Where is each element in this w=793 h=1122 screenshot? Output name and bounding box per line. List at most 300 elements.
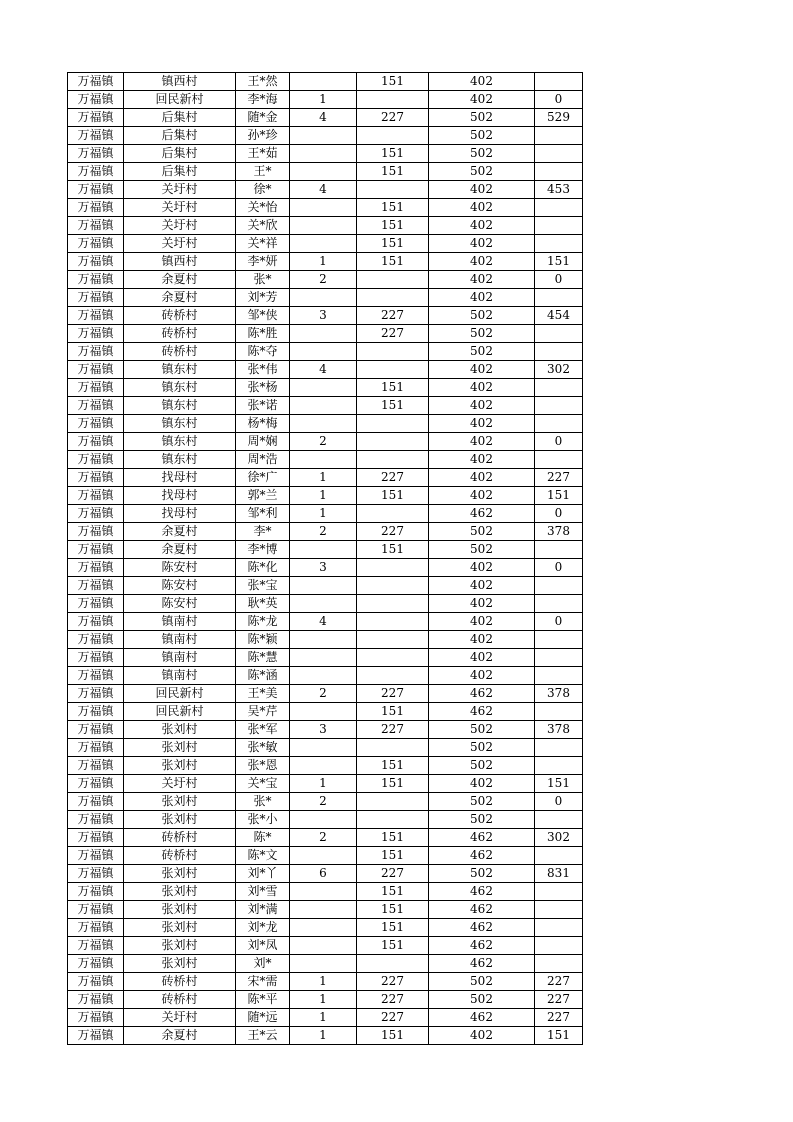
village-cell: 陈安村 [124, 595, 236, 613]
amount-b-cell: 502 [429, 739, 535, 757]
total-cell [535, 145, 583, 163]
count-cell [290, 739, 357, 757]
count-cell [290, 289, 357, 307]
amount-a-cell [357, 955, 429, 973]
count-cell: 1 [290, 1027, 357, 1045]
village-cell: 砖桥村 [124, 325, 236, 343]
name-cell: 陈*胜 [236, 325, 290, 343]
amount-a-cell: 151 [357, 253, 429, 271]
town-cell: 万福镇 [68, 703, 124, 721]
amount-a-cell: 151 [357, 379, 429, 397]
town-cell: 万福镇 [68, 415, 124, 433]
total-cell [535, 235, 583, 253]
name-cell: 刘*龙 [236, 919, 290, 937]
name-cell: 张*军 [236, 721, 290, 739]
count-cell: 3 [290, 559, 357, 577]
table-row [68, 343, 583, 361]
amount-b-cell: 502 [429, 865, 535, 883]
town-cell: 万福镇 [68, 235, 124, 253]
amount-a-cell [357, 667, 429, 685]
village-cell: 关圩村 [124, 1009, 236, 1027]
amount-a-cell: 151 [357, 397, 429, 415]
table-row [68, 487, 583, 505]
amount-a-cell [357, 181, 429, 199]
table-row [68, 271, 583, 289]
total-cell [535, 631, 583, 649]
village-cell: 余夏村 [124, 541, 236, 559]
count-cell: 1 [290, 991, 357, 1009]
total-cell [535, 541, 583, 559]
total-cell [535, 739, 583, 757]
town-cell: 万福镇 [68, 919, 124, 937]
table-row [68, 631, 583, 649]
count-cell [290, 631, 357, 649]
town-cell: 万福镇 [68, 253, 124, 271]
amount-b-cell: 462 [429, 685, 535, 703]
name-cell: 徐* [236, 181, 290, 199]
total-cell: 0 [535, 613, 583, 631]
count-cell [290, 757, 357, 775]
amount-a-cell [357, 505, 429, 523]
amount-b-cell: 502 [429, 127, 535, 145]
table-row [68, 379, 583, 397]
count-cell: 2 [290, 685, 357, 703]
count-cell [290, 127, 357, 145]
village-cell: 镇南村 [124, 613, 236, 631]
amount-a-cell [357, 415, 429, 433]
name-cell: 王*美 [236, 685, 290, 703]
total-cell [535, 811, 583, 829]
total-cell [535, 667, 583, 685]
amount-a-cell: 227 [357, 973, 429, 991]
count-cell [290, 703, 357, 721]
amount-b-cell: 402 [429, 217, 535, 235]
village-cell: 找母村 [124, 487, 236, 505]
total-cell [535, 703, 583, 721]
village-cell: 回民新村 [124, 685, 236, 703]
name-cell: 陈*化 [236, 559, 290, 577]
total-cell: 378 [535, 721, 583, 739]
village-cell: 张刘村 [124, 811, 236, 829]
count-cell: 1 [290, 253, 357, 271]
amount-a-cell [357, 343, 429, 361]
name-cell: 张* [236, 271, 290, 289]
amount-b-cell: 402 [429, 271, 535, 289]
table-row [68, 397, 583, 415]
amount-b-cell: 402 [429, 613, 535, 631]
total-cell: 227 [535, 469, 583, 487]
amount-a-cell: 227 [357, 865, 429, 883]
total-cell [535, 649, 583, 667]
count-cell [290, 325, 357, 343]
village-cell: 镇西村 [124, 253, 236, 271]
table-row [68, 415, 583, 433]
town-cell: 万福镇 [68, 847, 124, 865]
village-cell: 砖桥村 [124, 847, 236, 865]
village-cell: 余夏村 [124, 289, 236, 307]
count-cell [290, 955, 357, 973]
town-cell: 万福镇 [68, 505, 124, 523]
village-cell: 关圩村 [124, 235, 236, 253]
table-row [68, 253, 583, 271]
total-cell: 831 [535, 865, 583, 883]
village-cell: 后集村 [124, 127, 236, 145]
count-cell: 6 [290, 865, 357, 883]
count-cell [290, 541, 357, 559]
name-cell: 关*宝 [236, 775, 290, 793]
amount-b-cell: 402 [429, 289, 535, 307]
village-cell: 镇东村 [124, 415, 236, 433]
town-cell: 万福镇 [68, 973, 124, 991]
town-cell: 万福镇 [68, 739, 124, 757]
name-cell: 邹*利 [236, 505, 290, 523]
amount-a-cell [357, 361, 429, 379]
amount-b-cell: 502 [429, 811, 535, 829]
village-cell: 张刘村 [124, 955, 236, 973]
amount-a-cell [357, 433, 429, 451]
name-cell: 陈*颖 [236, 631, 290, 649]
name-cell: 刘*雪 [236, 883, 290, 901]
name-cell: 吴*芹 [236, 703, 290, 721]
total-cell: 227 [535, 973, 583, 991]
amount-a-cell: 227 [357, 109, 429, 127]
table-row [68, 649, 583, 667]
table-row [68, 541, 583, 559]
table-row [68, 595, 583, 613]
count-cell [290, 397, 357, 415]
town-cell: 万福镇 [68, 127, 124, 145]
count-cell: 2 [290, 829, 357, 847]
name-cell: 张* [236, 793, 290, 811]
total-cell [535, 451, 583, 469]
town-cell: 万福镇 [68, 883, 124, 901]
town-cell: 万福镇 [68, 865, 124, 883]
total-cell [535, 343, 583, 361]
name-cell: 宋*需 [236, 973, 290, 991]
table-row [68, 757, 583, 775]
amount-a-cell: 151 [357, 217, 429, 235]
town-cell: 万福镇 [68, 145, 124, 163]
total-cell: 378 [535, 685, 583, 703]
total-cell [535, 883, 583, 901]
amount-b-cell: 402 [429, 91, 535, 109]
amount-a-cell [357, 577, 429, 595]
village-cell: 陈安村 [124, 559, 236, 577]
amount-a-cell [357, 649, 429, 667]
total-cell [535, 757, 583, 775]
total-cell: 378 [535, 523, 583, 541]
count-cell: 4 [290, 181, 357, 199]
table-row [68, 901, 583, 919]
town-cell: 万福镇 [68, 109, 124, 127]
village-cell: 关圩村 [124, 217, 236, 235]
name-cell: 孙*珍 [236, 127, 290, 145]
total-cell: 0 [535, 505, 583, 523]
village-cell: 找母村 [124, 505, 236, 523]
amount-a-cell: 151 [357, 235, 429, 253]
amount-a-cell [357, 289, 429, 307]
village-cell: 镇东村 [124, 451, 236, 469]
table-row [68, 613, 583, 631]
total-cell [535, 415, 583, 433]
village-cell: 陈安村 [124, 577, 236, 595]
amount-b-cell: 462 [429, 505, 535, 523]
amount-b-cell: 402 [429, 1027, 535, 1045]
amount-b-cell: 402 [429, 181, 535, 199]
count-cell: 2 [290, 271, 357, 289]
table-row [68, 307, 583, 325]
name-cell: 张*敏 [236, 739, 290, 757]
count-cell: 1 [290, 487, 357, 505]
table-row [68, 505, 583, 523]
town-cell: 万福镇 [68, 487, 124, 505]
town-cell: 万福镇 [68, 397, 124, 415]
village-cell: 关圩村 [124, 181, 236, 199]
amount-a-cell: 227 [357, 325, 429, 343]
amount-b-cell: 402 [429, 775, 535, 793]
village-cell: 镇东村 [124, 361, 236, 379]
table-row [68, 883, 583, 901]
town-cell: 万福镇 [68, 901, 124, 919]
town-cell: 万福镇 [68, 307, 124, 325]
town-cell: 万福镇 [68, 289, 124, 307]
town-cell: 万福镇 [68, 271, 124, 289]
total-cell [535, 325, 583, 343]
count-cell: 1 [290, 775, 357, 793]
amount-b-cell: 502 [429, 721, 535, 739]
amount-b-cell: 402 [429, 379, 535, 397]
total-cell: 0 [535, 559, 583, 577]
village-cell: 砖桥村 [124, 307, 236, 325]
table-row [68, 829, 583, 847]
table-row [68, 919, 583, 937]
total-cell [535, 379, 583, 397]
table-row [68, 433, 583, 451]
amount-a-cell: 151 [357, 919, 429, 937]
data-table [67, 72, 583, 1045]
amount-a-cell: 151 [357, 937, 429, 955]
village-cell: 镇西村 [124, 73, 236, 91]
table-row [68, 721, 583, 739]
total-cell [535, 73, 583, 91]
table-row [68, 955, 583, 973]
count-cell [290, 451, 357, 469]
amount-b-cell: 502 [429, 757, 535, 775]
total-cell: 151 [535, 253, 583, 271]
town-cell: 万福镇 [68, 577, 124, 595]
town-cell: 万福镇 [68, 325, 124, 343]
table-row [68, 667, 583, 685]
village-cell: 镇东村 [124, 397, 236, 415]
amount-b-cell: 402 [429, 397, 535, 415]
table-row [68, 523, 583, 541]
name-cell: 随*金 [236, 109, 290, 127]
count-cell: 1 [290, 469, 357, 487]
town-cell: 万福镇 [68, 793, 124, 811]
amount-b-cell: 502 [429, 325, 535, 343]
amount-a-cell [357, 127, 429, 145]
total-cell [535, 901, 583, 919]
village-cell: 后集村 [124, 145, 236, 163]
amount-b-cell: 502 [429, 541, 535, 559]
count-cell: 3 [290, 721, 357, 739]
amount-a-cell: 151 [357, 757, 429, 775]
amount-a-cell: 151 [357, 775, 429, 793]
count-cell: 4 [290, 109, 357, 127]
name-cell: 杨*梅 [236, 415, 290, 433]
amount-a-cell [357, 793, 429, 811]
amount-b-cell: 502 [429, 145, 535, 163]
village-cell: 砖桥村 [124, 991, 236, 1009]
name-cell: 王*云 [236, 1027, 290, 1045]
total-cell: 454 [535, 307, 583, 325]
village-cell: 张刘村 [124, 937, 236, 955]
amount-b-cell: 402 [429, 361, 535, 379]
amount-a-cell: 151 [357, 901, 429, 919]
amount-b-cell: 462 [429, 883, 535, 901]
table-row [68, 217, 583, 235]
name-cell: 张*诺 [236, 397, 290, 415]
village-cell: 余夏村 [124, 523, 236, 541]
table-row [68, 163, 583, 181]
amount-a-cell [357, 271, 429, 289]
total-cell [535, 199, 583, 217]
count-cell: 2 [290, 793, 357, 811]
name-cell: 张*恩 [236, 757, 290, 775]
total-cell: 227 [535, 1009, 583, 1027]
village-cell: 张刘村 [124, 739, 236, 757]
total-cell: 302 [535, 361, 583, 379]
name-cell: 邹*侠 [236, 307, 290, 325]
name-cell: 陈* [236, 829, 290, 847]
table-row [68, 145, 583, 163]
town-cell: 万福镇 [68, 73, 124, 91]
name-cell: 刘*满 [236, 901, 290, 919]
total-cell: 0 [535, 793, 583, 811]
village-cell: 张刘村 [124, 721, 236, 739]
town-cell: 万福镇 [68, 757, 124, 775]
table-row [68, 793, 583, 811]
amount-a-cell: 227 [357, 721, 429, 739]
village-cell: 镇南村 [124, 667, 236, 685]
table-row [68, 289, 583, 307]
table-row [68, 865, 583, 883]
town-cell: 万福镇 [68, 667, 124, 685]
amount-b-cell: 402 [429, 451, 535, 469]
name-cell: 关*欣 [236, 217, 290, 235]
total-cell [535, 163, 583, 181]
amount-b-cell: 462 [429, 955, 535, 973]
amount-a-cell [357, 91, 429, 109]
count-cell: 2 [290, 523, 357, 541]
name-cell: 陈*慧 [236, 649, 290, 667]
count-cell [290, 217, 357, 235]
amount-b-cell: 462 [429, 847, 535, 865]
amount-a-cell: 227 [357, 1009, 429, 1027]
amount-b-cell: 402 [429, 577, 535, 595]
total-cell: 0 [535, 271, 583, 289]
town-cell: 万福镇 [68, 613, 124, 631]
amount-b-cell: 462 [429, 919, 535, 937]
total-cell [535, 289, 583, 307]
amount-a-cell: 151 [357, 145, 429, 163]
count-cell [290, 901, 357, 919]
table-row [68, 685, 583, 703]
village-cell: 张刘村 [124, 901, 236, 919]
name-cell: 张*杨 [236, 379, 290, 397]
village-cell: 张刘村 [124, 757, 236, 775]
name-cell: 刘*丫 [236, 865, 290, 883]
table-row [68, 775, 583, 793]
amount-b-cell: 402 [429, 253, 535, 271]
name-cell: 陈*平 [236, 991, 290, 1009]
name-cell: 陈*夺 [236, 343, 290, 361]
town-cell: 万福镇 [68, 451, 124, 469]
table-row [68, 739, 583, 757]
town-cell: 万福镇 [68, 181, 124, 199]
table-row [68, 811, 583, 829]
amount-a-cell: 227 [357, 991, 429, 1009]
name-cell: 张*小 [236, 811, 290, 829]
amount-b-cell: 402 [429, 415, 535, 433]
town-cell: 万福镇 [68, 433, 124, 451]
name-cell: 王*茹 [236, 145, 290, 163]
town-cell: 万福镇 [68, 1027, 124, 1045]
count-cell: 3 [290, 307, 357, 325]
amount-b-cell: 402 [429, 487, 535, 505]
amount-b-cell: 402 [429, 433, 535, 451]
count-cell: 1 [290, 505, 357, 523]
count-cell [290, 595, 357, 613]
total-cell: 302 [535, 829, 583, 847]
name-cell: 李*博 [236, 541, 290, 559]
total-cell: 529 [535, 109, 583, 127]
amount-b-cell: 402 [429, 559, 535, 577]
amount-b-cell: 502 [429, 991, 535, 1009]
table-row [68, 973, 583, 991]
total-cell [535, 595, 583, 613]
amount-b-cell: 402 [429, 595, 535, 613]
village-cell: 张刘村 [124, 883, 236, 901]
name-cell: 李*海 [236, 91, 290, 109]
town-cell: 万福镇 [68, 559, 124, 577]
count-cell [290, 379, 357, 397]
name-cell: 李*妍 [236, 253, 290, 271]
table-row [68, 361, 583, 379]
total-cell: 0 [535, 433, 583, 451]
table-row [68, 559, 583, 577]
count-cell: 1 [290, 91, 357, 109]
count-cell [290, 919, 357, 937]
village-cell: 砖桥村 [124, 343, 236, 361]
amount-b-cell: 502 [429, 343, 535, 361]
name-cell: 刘*芳 [236, 289, 290, 307]
count-cell [290, 145, 357, 163]
count-cell: 1 [290, 973, 357, 991]
total-cell [535, 847, 583, 865]
table-row [68, 1009, 583, 1027]
count-cell: 4 [290, 613, 357, 631]
total-cell [535, 127, 583, 145]
total-cell: 151 [535, 487, 583, 505]
name-cell: 周*娴 [236, 433, 290, 451]
total-cell [535, 937, 583, 955]
town-cell: 万福镇 [68, 361, 124, 379]
table-row [68, 937, 583, 955]
town-cell: 万福镇 [68, 649, 124, 667]
total-cell [535, 919, 583, 937]
amount-b-cell: 402 [429, 469, 535, 487]
